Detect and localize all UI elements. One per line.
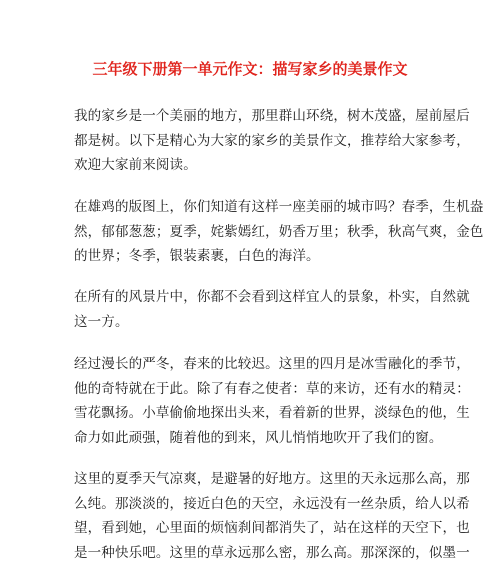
paragraph-line: 么纯。那淡淡的，接近白色的天空，永远没有一丝杂质，给人以希 — [74, 495, 470, 512]
document-title: 三年级下册第一单元作文：描写家乡的美景作文 — [92, 60, 408, 78]
paragraph-line: 这一方。 — [74, 313, 129, 330]
paragraph-line: 的世界；冬季，银装素裹，白色的海洋。 — [74, 248, 320, 265]
paragraph-line: 他的奇特就在于此。除了有春之使者：草的来访，还有水的精灵： — [74, 380, 470, 397]
paragraph-line: 命力如此顽强，随着他的到来，风儿悄悄地吹开了我们的窗。 — [74, 430, 443, 447]
paragraph-3 — [74, 285, 470, 334]
paragraph-line: 然，郁郁葱葱；夏季，姹紫嫣红，奶香万里；秋季，秋高气爽，金色 — [74, 223, 484, 240]
paragraph-line: 在雄鸡的版图上，你们知道有这样一座美丽的城市吗？春季，生机盎 — [74, 199, 484, 215]
paragraph-line: 经过漫长的严冬，春来的比较迟。这里的四月是冰雪融化的季节， — [74, 356, 470, 372]
paragraph-line: 都是树。以下是精心为大家的家乡的美景作文，推荐给大家参考， — [74, 132, 470, 149]
paragraph-line: 在所有的风景片中，你都不会看到这样宜人的景象，朴实，自然就 — [74, 289, 470, 305]
paragraph-4 — [74, 352, 470, 451]
paragraph-line: 是一种快乐吧。这里的草永远那么密，那么高。那深深的，似墨一 — [74, 545, 470, 562]
paragraph-line: 望，看到她，心里面的烦恼刹间都消失了，站在这样的天空下，也 — [74, 520, 470, 537]
paragraph-2 — [74, 195, 484, 269]
paragraph-line: 这里的夏季天气凉爽，是避暑的好地方。这里的天永远那么高，那 — [74, 471, 470, 487]
paragraph-1 — [74, 104, 470, 178]
paragraph-line: 我的家乡是一个美丽的地方，那里群山环绕，树木茂盛，屋前屋后 — [74, 108, 470, 124]
paragraph-line: 雪花飘扬。小草偷偷地探出头来，看着新的世界，淡绿色的他，生 — [74, 405, 470, 422]
paragraph-line: 欢迎大家前来阅读。 — [74, 157, 197, 174]
paragraph-5 — [74, 467, 470, 565]
